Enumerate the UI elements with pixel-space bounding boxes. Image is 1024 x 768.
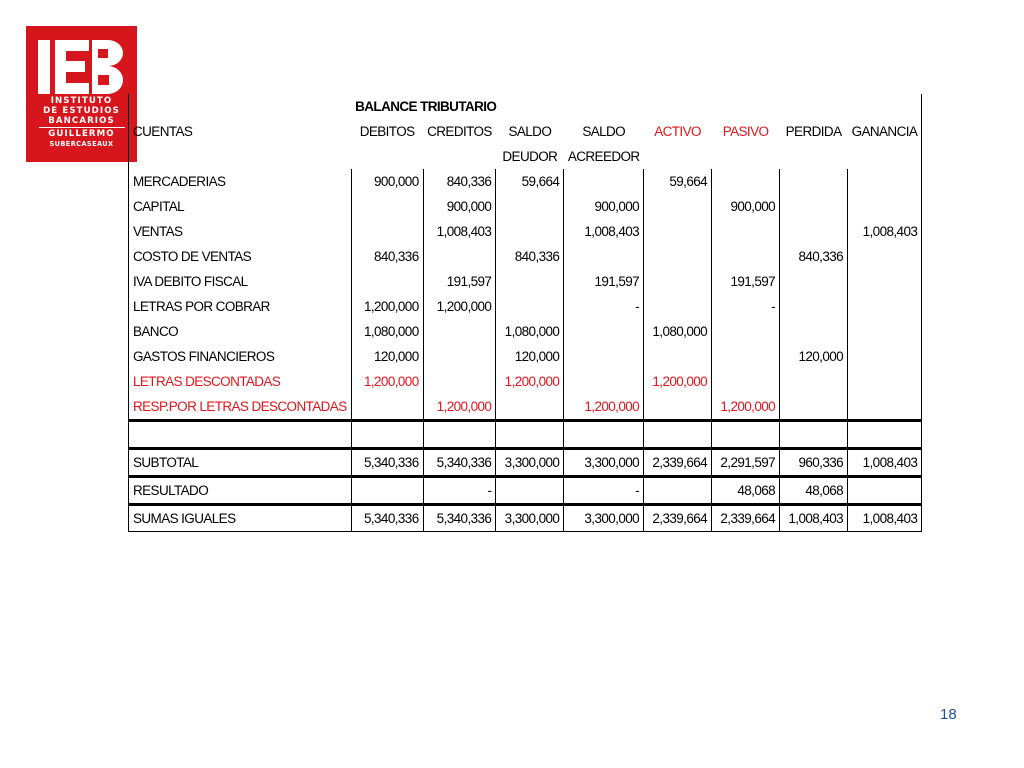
header-label: PASIVO [722, 124, 769, 139]
amount-cell [780, 294, 848, 319]
account-name-cell: SUBTOTAL [129, 449, 352, 477]
amount-cell: 3,300,000 [564, 449, 644, 477]
title-row [129, 94, 922, 119]
header-label: CREDITOS [427, 124, 492, 139]
amount-cell [351, 269, 423, 294]
amount-cell [496, 477, 564, 505]
spacer-row [129, 421, 922, 449]
table-row [129, 194, 922, 219]
header-label: PERDIDA [785, 124, 842, 139]
amount-cell [848, 269, 922, 294]
amount-cell [848, 194, 922, 219]
header-cell [129, 119, 352, 169]
amount-cell [644, 219, 712, 244]
amount-cell [423, 244, 496, 269]
amount-cell: 5,340,336 [423, 449, 496, 477]
amount-cell [712, 219, 780, 244]
amount-cell: 191,597 [712, 269, 780, 294]
amount-cell [644, 294, 712, 319]
amount-cell [848, 169, 922, 194]
amount-cell: 3,300,000 [564, 505, 644, 532]
amount-cell [564, 344, 644, 369]
account-name-cell: COSTO DE VENTAS [129, 244, 352, 269]
amount-cell [496, 294, 564, 319]
account-name-cell: LETRAS POR COBRAR [129, 294, 352, 319]
amount-cell [712, 319, 780, 344]
header-label: SALDO [582, 124, 626, 139]
amount-cell [496, 269, 564, 294]
amount-cell: 1,080,000 [496, 319, 564, 344]
amount-cell [644, 269, 712, 294]
header-label: CUENTAS [133, 124, 193, 139]
amount-cell [780, 369, 848, 394]
account-name-cell: RESULTADO [129, 477, 352, 505]
amount-cell [564, 169, 644, 194]
amount-cell: 120,000 [351, 344, 423, 369]
header-label: DEUDOR [502, 149, 558, 164]
header-cell [423, 119, 496, 169]
table-row [129, 269, 922, 294]
result-row [129, 477, 922, 505]
amount-cell [848, 477, 922, 505]
amount-cell: 1,200,000 [423, 294, 496, 319]
amount-cell: 1,200,000 [423, 394, 496, 421]
account-name-cell: CAPITAL [129, 194, 352, 219]
header-label: ACREEDOR [567, 149, 640, 164]
account-name-cell: IVA DEBITO FISCAL [129, 269, 352, 294]
amount-cell [423, 319, 496, 344]
totals-row [129, 505, 922, 532]
amount-cell [712, 169, 780, 194]
amount-cell: 1,008,403 [848, 449, 922, 477]
account-name-cell: VENTAS [129, 219, 352, 244]
account-name-cell: MERCADERIAS [129, 169, 352, 194]
header-label: ACTIVO [654, 124, 701, 139]
amount-cell: 840,336 [423, 169, 496, 194]
amount-cell [351, 394, 423, 421]
amount-cell: 5,340,336 [351, 505, 423, 532]
amount-cell: 2,339,664 [644, 505, 712, 532]
header-cell [848, 119, 922, 169]
amount-cell: 120,000 [496, 344, 564, 369]
amount-cell: 5,340,336 [351, 449, 423, 477]
header-cell [644, 119, 712, 169]
amount-cell: 3,300,000 [496, 449, 564, 477]
table-row [129, 294, 922, 319]
amount-cell: 1,008,403 [780, 505, 848, 532]
amount-cell [848, 319, 922, 344]
amount-cell: 1,008,403 [848, 505, 922, 532]
ieb-monogram-icon [38, 40, 124, 94]
amount-cell [423, 369, 496, 394]
amount-cell: 1,200,000 [644, 369, 712, 394]
amount-cell [644, 244, 712, 269]
amount-cell: 1,200,000 [564, 394, 644, 421]
account-name-cell: BANCO [129, 319, 352, 344]
amount-cell [780, 194, 848, 219]
logo-line: SUBERCASEAUX [49, 140, 114, 148]
amount-cell [644, 194, 712, 219]
amount-cell: 1,200,000 [496, 369, 564, 394]
amount-cell [644, 394, 712, 421]
amount-cell: - [423, 477, 496, 505]
amount-cell [848, 344, 922, 369]
amount-cell [780, 169, 848, 194]
logo-line: BANCARIOS [48, 116, 115, 126]
amount-cell: 1,008,403 [848, 219, 922, 244]
amount-cell: 960,336 [780, 449, 848, 477]
amount-cell [644, 344, 712, 369]
amount-cell: - [564, 294, 644, 319]
amount-cell: 48,068 [712, 477, 780, 505]
amount-cell [780, 394, 848, 421]
header-cell [564, 119, 644, 169]
amount-cell: 900,000 [423, 194, 496, 219]
amount-cell [848, 394, 922, 421]
amount-cell [780, 219, 848, 244]
amount-cell [712, 369, 780, 394]
table-row [129, 244, 922, 269]
table-row [129, 319, 922, 344]
account-name-cell: SUMAS IGUALES [129, 505, 352, 532]
amount-cell: 1,008,403 [423, 219, 496, 244]
header-cell [351, 119, 423, 169]
table-row [129, 219, 922, 244]
logo-line: DE ESTUDIOS [43, 106, 120, 116]
amount-cell [351, 219, 423, 244]
amount-cell [564, 319, 644, 344]
amount-cell [848, 244, 922, 269]
amount-cell [848, 294, 922, 319]
logo-line: INSTITUTO [50, 96, 113, 106]
balance-table [128, 94, 922, 532]
amount-cell: 1,200,000 [351, 294, 423, 319]
amount-cell: 900,000 [351, 169, 423, 194]
table-row [129, 169, 922, 194]
logo-line: GUILLERMO [48, 129, 115, 139]
amount-cell: - [564, 477, 644, 505]
amount-cell: 840,336 [496, 244, 564, 269]
amount-cell [423, 344, 496, 369]
amount-cell [496, 394, 564, 421]
amount-cell: - [712, 294, 780, 319]
amount-cell: 1,008,403 [564, 219, 644, 244]
amount-cell: 840,336 [351, 244, 423, 269]
amount-cell [848, 369, 922, 394]
amount-cell: 1,200,000 [351, 369, 423, 394]
amount-cell: 1,080,000 [351, 319, 423, 344]
amount-cell: 900,000 [564, 194, 644, 219]
amount-cell [351, 477, 423, 505]
header-cell [496, 119, 564, 169]
account-name-cell: GASTOS FINANCIEROS [129, 344, 352, 369]
amount-cell [644, 477, 712, 505]
amount-cell [780, 269, 848, 294]
amount-cell: 2,339,664 [712, 505, 780, 532]
amount-cell: 59,664 [496, 169, 564, 194]
amount-cell: 191,597 [423, 269, 496, 294]
amount-cell: 59,664 [644, 169, 712, 194]
amount-cell: 5,340,336 [423, 505, 496, 532]
header-label: SALDO [508, 124, 552, 139]
amount-cell: 3,300,000 [496, 505, 564, 532]
amount-cell [712, 344, 780, 369]
logo-wordmark [26, 96, 137, 149]
table-title: BALANCE TRIBUTARIO [351, 94, 922, 119]
table-row [129, 394, 922, 421]
amount-cell: 2,339,664 [644, 449, 712, 477]
logo-divider [39, 127, 125, 128]
amount-cell [496, 194, 564, 219]
header-label: DEBITOS [359, 124, 415, 139]
header-row [129, 119, 922, 169]
amount-cell: 120,000 [780, 344, 848, 369]
amount-cell [780, 319, 848, 344]
table-row [129, 369, 922, 394]
amount-cell: 900,000 [712, 194, 780, 219]
account-name-cell: LETRAS DESCONTADAS [129, 369, 352, 394]
amount-cell [564, 244, 644, 269]
table-row [129, 344, 922, 369]
amount-cell: 840,336 [780, 244, 848, 269]
header-label: GANANCIA [851, 124, 918, 139]
account-rows [129, 169, 922, 421]
amount-cell [712, 244, 780, 269]
header-cell [780, 119, 848, 169]
page-number: 18 [940, 706, 957, 723]
amount-cell: 48,068 [780, 477, 848, 505]
subtotal-row [129, 449, 922, 477]
amount-cell: 1,200,000 [712, 394, 780, 421]
amount-cell: 191,597 [564, 269, 644, 294]
amount-cell: 2,291,597 [712, 449, 780, 477]
amount-cell: 1,080,000 [644, 319, 712, 344]
amount-cell [496, 219, 564, 244]
amount-cell [351, 194, 423, 219]
amount-cell [564, 369, 644, 394]
header-cell [712, 119, 780, 169]
account-name-cell: RESP.POR LETRAS DESCONTADAS [129, 394, 352, 421]
institution-logo [26, 26, 137, 162]
